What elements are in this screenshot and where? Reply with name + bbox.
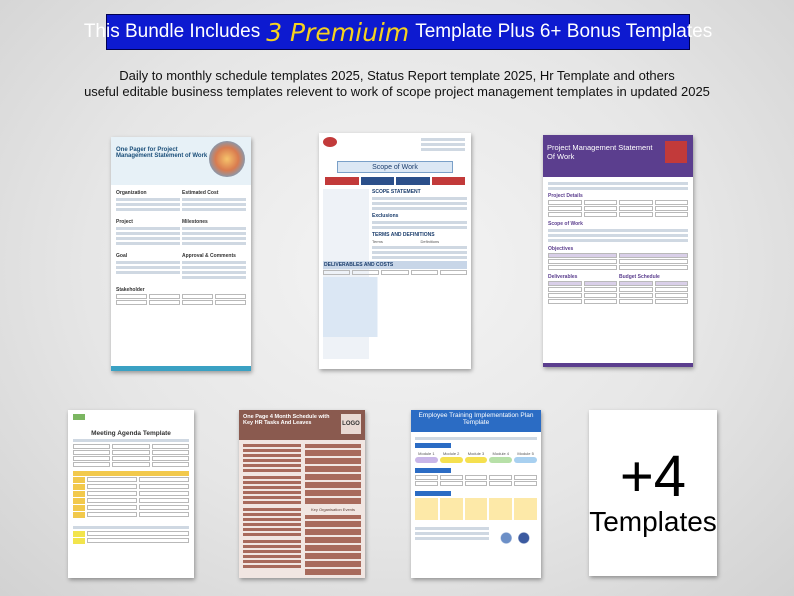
section-label: Organization xyxy=(116,190,147,196)
template-title: Employee Training Implementation Plan Template xyxy=(411,410,541,432)
banner-prefix: This Bundle Includes xyxy=(83,21,261,42)
footer-bar xyxy=(543,363,693,367)
template-title: One Page 4 Month Schedule with Key HR Tasks And Leaves xyxy=(243,414,330,426)
section-label: DELIVERABLES AND COSTS xyxy=(323,261,467,269)
module-label: Module 3 xyxy=(467,451,485,456)
footer-bar xyxy=(111,366,251,371)
people-illustration xyxy=(493,525,537,551)
section-label: Key Organisation Events xyxy=(310,507,356,512)
section-label: TERMS AND DEFINITIONS xyxy=(372,232,435,238)
template-card-pm-statement[interactable] xyxy=(543,135,693,367)
template-title: One Pager for Project Management Statement of Work xyxy=(116,147,208,159)
section-label: Deliverables xyxy=(548,274,578,280)
module-label: Module 5 xyxy=(517,451,534,456)
section-label: Exclusions xyxy=(372,213,399,219)
module-label: Module 1 xyxy=(418,451,435,456)
photo-collage xyxy=(209,141,245,177)
bundle-banner xyxy=(83,14,713,50)
section-label: Estimated Cost xyxy=(182,190,219,196)
section-label: Budget Schedule xyxy=(619,274,660,280)
plus-label: Templates xyxy=(589,506,717,537)
section-label: Objectives xyxy=(548,246,574,252)
section-label: Scope of Work xyxy=(548,221,583,227)
template-title: Scope of Work xyxy=(337,161,453,173)
plus-templates-card[interactable] xyxy=(589,410,717,576)
template-card-one-pager[interactable] xyxy=(111,137,251,371)
logo-icon xyxy=(665,141,687,163)
template-card-scope-of-work[interactable] xyxy=(319,133,471,369)
section-label: SCOPE STATEMENT xyxy=(372,189,421,195)
banner-suffix: Template Plus 6+ Bonus Templates xyxy=(415,21,713,42)
section-label: Project xyxy=(116,219,133,225)
section-label: Goal xyxy=(116,253,128,259)
section-label: Stakeholder xyxy=(116,287,145,293)
template-card-employee-training[interactable] xyxy=(411,410,541,578)
section-label: Milestones xyxy=(182,219,208,225)
module-label: Module 2 xyxy=(442,451,460,456)
terms-header: Terms xyxy=(372,239,383,244)
template-card-4-month-schedule[interactable] xyxy=(239,410,365,578)
definitions-header: Definitions xyxy=(420,239,440,244)
plus-count: +4 xyxy=(619,444,687,509)
module-label: Module 4 xyxy=(492,451,510,456)
template-title: Project Management Statement Of Work xyxy=(547,143,653,161)
banner-highlight: 3 Premiuim xyxy=(266,17,410,47)
logo-badge: LOGO xyxy=(341,414,361,434)
template-card-meeting-agenda[interactable] xyxy=(68,410,194,578)
section-label: Project Details xyxy=(548,193,583,199)
subtitle-line-1: Daily to monthly schedule templates 2025, Status Report template 2025, Hr Template and others xyxy=(119,68,675,83)
logo-icon xyxy=(323,137,337,147)
subtitle-line-2: useful editable business templates relevent to work of scope project management templates in updated 2025 xyxy=(84,84,710,99)
section-label: Approval & Comments xyxy=(182,253,236,259)
template-title: Meeting Agenda Template xyxy=(91,430,171,437)
